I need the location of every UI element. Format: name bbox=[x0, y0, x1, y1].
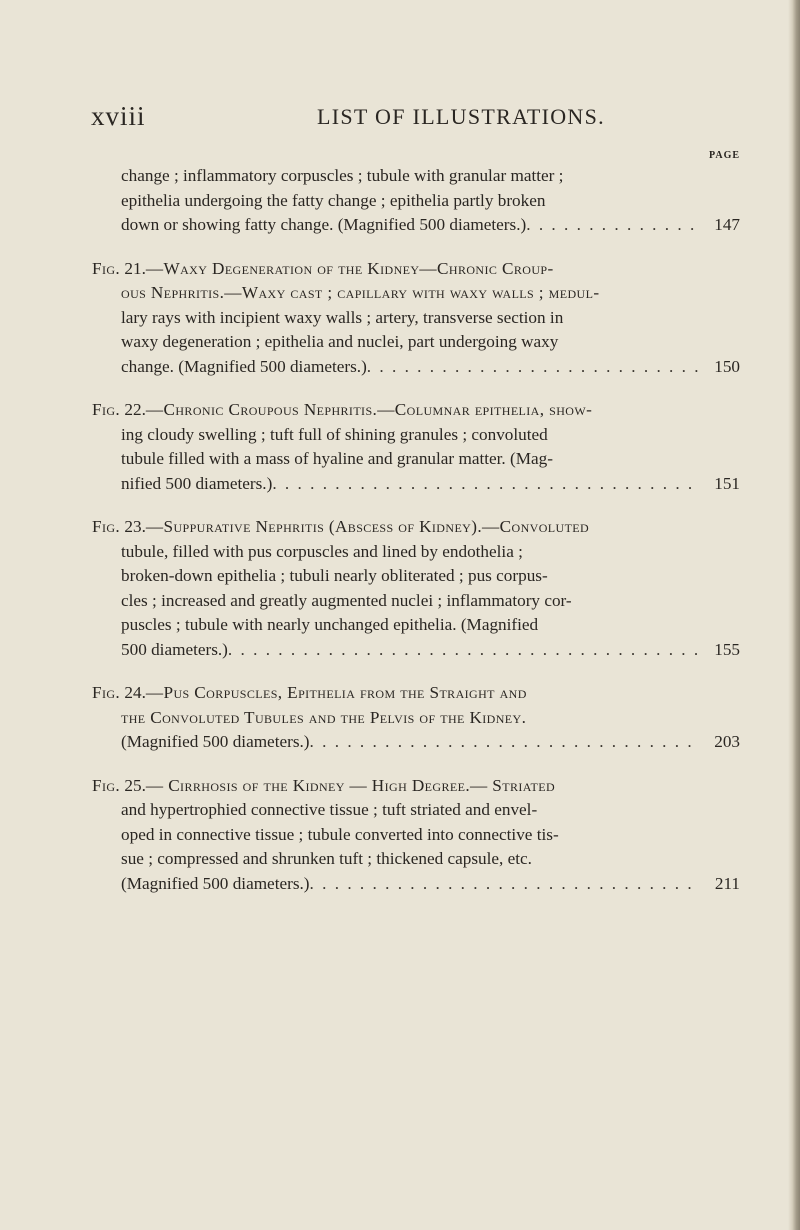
dot-leader bbox=[526, 213, 700, 238]
entry-first-line bbox=[92, 398, 740, 423]
fig-title: —Suppurative Nephritis (Abscess of Kidney).—Convoluted bbox=[145, 517, 590, 536]
fig-number: 23. bbox=[124, 517, 146, 536]
entry-line: change ; inflammatory corpuscles ; tubule with granular matter ; bbox=[121, 166, 564, 185]
entry-line: waxy degeneration ; epithelia and nuclei, part undergoing waxy bbox=[121, 332, 559, 351]
page-edge-shadow bbox=[788, 0, 800, 1230]
list-entry-fig-22 bbox=[92, 398, 740, 496]
entry-last-line bbox=[92, 355, 740, 380]
entry-last-line-text: down or showing fatty change. (Magnified 500 diameters.) bbox=[121, 215, 527, 234]
entry-line: broken-down epithelia ; tubuli nearly obliterated ; pus corpus- bbox=[121, 566, 548, 585]
fig-title: — Cirrhosis of the Kidney — High Degree.— Striated bbox=[145, 775, 556, 795]
fig-number: 22. bbox=[124, 400, 146, 419]
entry-page-number: 147 bbox=[714, 215, 740, 234]
entry-last-line bbox=[92, 472, 740, 497]
dot-leader bbox=[310, 872, 700, 897]
list-entry-continuation bbox=[92, 164, 740, 238]
entry-line: puscles ; tubule with nearly unchanged epithelia. (Magnified bbox=[121, 615, 539, 634]
page-column-label: PAGE bbox=[709, 150, 741, 161]
entry-page-number: 151 bbox=[714, 473, 740, 493]
entry-line: epithelia undergoing the fatty change ; epithelia partly broken bbox=[121, 190, 546, 210]
entry-line: oped in connective tissue ; tubule converted into connective tis- bbox=[121, 824, 559, 844]
entry-line: and hypertrophied connective tissue ; tuft striated and envel- bbox=[121, 800, 538, 819]
fig-label: Fig. bbox=[92, 517, 121, 536]
dot-leader bbox=[310, 730, 700, 755]
entry-line: tubule, filled with pus corpuscles and lined by endothelia ; bbox=[121, 541, 523, 561]
page-folio: xviii bbox=[91, 101, 146, 131]
running-head bbox=[91, 101, 731, 131]
fig-title: —Chronic Croupous Nephritis.—Columnar epithelia, show- bbox=[145, 400, 593, 419]
entry-line: tubule filled with a mass of hyaline and granular matter. (Mag- bbox=[121, 449, 553, 468]
entry-first-line bbox=[92, 257, 740, 282]
entry-last-line bbox=[92, 730, 740, 755]
entry-line: ing cloudy swelling ; tuft full of shining granules ; convoluted bbox=[121, 424, 548, 444]
entry-first-line bbox=[92, 681, 740, 706]
entry-line: the Convoluted Tubules and the Pelvis of the Kidney. bbox=[121, 707, 527, 727]
list-entry-fig-25 bbox=[92, 774, 740, 897]
entry-line: cles ; increased and greatly augmented nuclei ; inflammatory cor- bbox=[121, 590, 572, 610]
illustration-list bbox=[92, 164, 740, 896]
entry-first-line bbox=[92, 515, 740, 540]
entry-last-line-text: 500 diameters.) bbox=[121, 639, 228, 659]
entry-last-line-text: change. (Magnified 500 diameters.) bbox=[121, 356, 367, 376]
fig-title: —Pus Corpuscles, Epithelia from the Straight and bbox=[145, 683, 527, 702]
list-entry-fig-21 bbox=[92, 257, 740, 380]
entry-last-line-text: (Magnified 500 diameters.) bbox=[121, 732, 310, 751]
running-title: LIST OF ILLUSTRATIONS. bbox=[317, 104, 605, 129]
fig-number: 24. bbox=[124, 683, 146, 702]
list-entry-fig-24 bbox=[92, 681, 740, 755]
list-entry-fig-23 bbox=[92, 515, 740, 662]
entry-page-number: 150 bbox=[714, 356, 740, 376]
entry-last-line-text: (Magnified 500 diameters.) bbox=[121, 873, 310, 893]
entry-last-line bbox=[92, 213, 740, 238]
entry-line: lary rays with incipient waxy walls ; artery, transverse section in bbox=[121, 307, 564, 327]
entry-first-line bbox=[92, 774, 740, 799]
entry-page-number: 155 bbox=[714, 639, 740, 659]
entry-last-line bbox=[92, 638, 740, 663]
entry-last-line-text: nified 500 diameters.) bbox=[121, 473, 273, 493]
entry-page-number: 203 bbox=[714, 732, 740, 751]
dot-leader bbox=[367, 355, 700, 380]
entry-page-number: 211 bbox=[714, 873, 740, 893]
fig-number: 21. bbox=[124, 258, 146, 278]
fig-label: Fig. bbox=[92, 400, 121, 419]
dot-leader bbox=[272, 472, 700, 497]
fig-title: —Waxy Degeneration of the Kidney—Chronic Croup- bbox=[145, 258, 554, 278]
entry-last-line bbox=[92, 872, 740, 897]
fig-label: Fig. bbox=[92, 683, 121, 702]
fig-number: 25. bbox=[124, 775, 146, 795]
entry-line: sue ; compressed and shrunken tuft ; thickened capsule, etc. bbox=[121, 849, 532, 868]
dot-leader bbox=[228, 638, 700, 663]
fig-label: Fig. bbox=[92, 775, 121, 795]
entry-line: ous Nephritis.—Waxy cast ; capillary with waxy walls ; medul- bbox=[121, 283, 600, 302]
fig-label: Fig. bbox=[92, 258, 121, 278]
